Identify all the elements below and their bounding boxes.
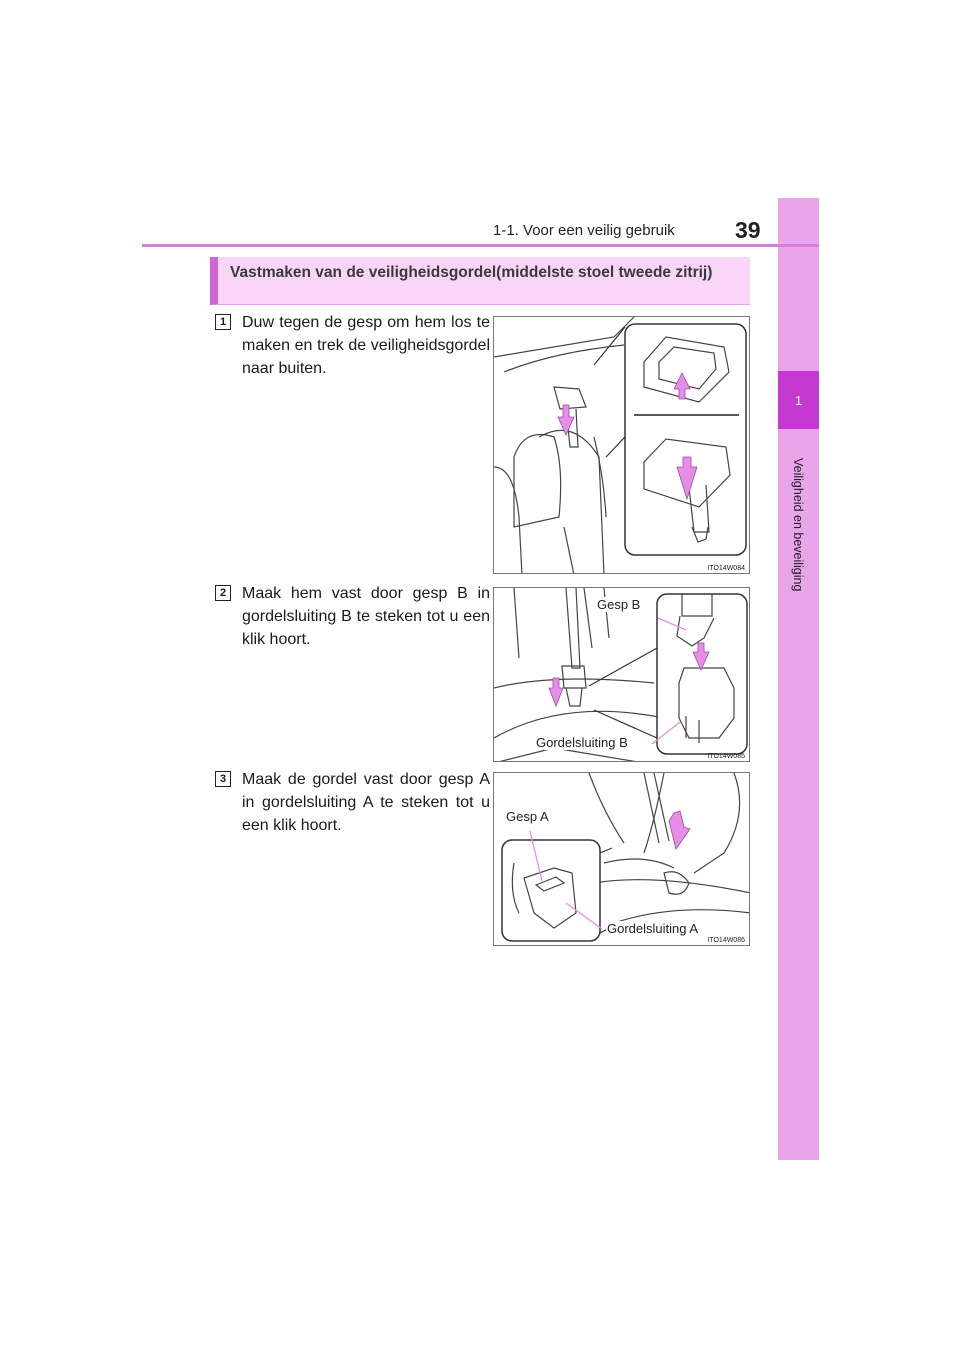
- running-header-title: 1-1. Voor een veilig gebruik: [493, 222, 675, 239]
- callout-gesp-a: Gesp A: [506, 809, 549, 824]
- figure-step-1: [493, 316, 750, 574]
- section-heading: Vastmaken van de veiligheidsgordel(middelste stoel tweede zitrij): [210, 257, 750, 305]
- callout-gesp-b: Gesp B: [597, 597, 641, 612]
- chapter-side-tab: [778, 198, 819, 1160]
- chapter-label: [778, 458, 819, 818]
- figure-step-2: [493, 587, 750, 762]
- figure-code-3: ITO14W086: [707, 937, 745, 944]
- figure-code-1: ITO14W084: [707, 565, 745, 572]
- figure-step-3: [493, 772, 750, 946]
- figure-code-2: ITO14W085: [707, 753, 745, 760]
- step-text-3: Maak de gordel vast door gesp A in gordelsluiting A te steken tot u een klik hoort.: [242, 771, 490, 834]
- page-number: 39: [735, 217, 761, 243]
- chapter-title: Veiligheid en beveiliging: [790, 458, 805, 592]
- step-number-2: 2: [215, 585, 231, 601]
- step-number-3: 3: [215, 771, 231, 787]
- step-text-2: Maak hem vast door gesp B in gordelsluiting B te steken tot u een klik hoort.: [242, 585, 490, 648]
- chapter-number: 1: [794, 392, 803, 408]
- step-number-1: 1: [215, 314, 231, 330]
- callout-gordelsluiting-a: Gordelsluiting A: [607, 921, 699, 936]
- callout-gordelsluiting-b: Gordelsluiting B: [536, 735, 628, 750]
- chapter-number-box: [778, 371, 819, 429]
- header-rule: [142, 244, 819, 247]
- seatbelt-release-illustration: [494, 317, 750, 574]
- step-text-1: Duw tegen de gesp om hem los te maken en trek de veiligheidsgordel naar buiten.: [242, 314, 490, 377]
